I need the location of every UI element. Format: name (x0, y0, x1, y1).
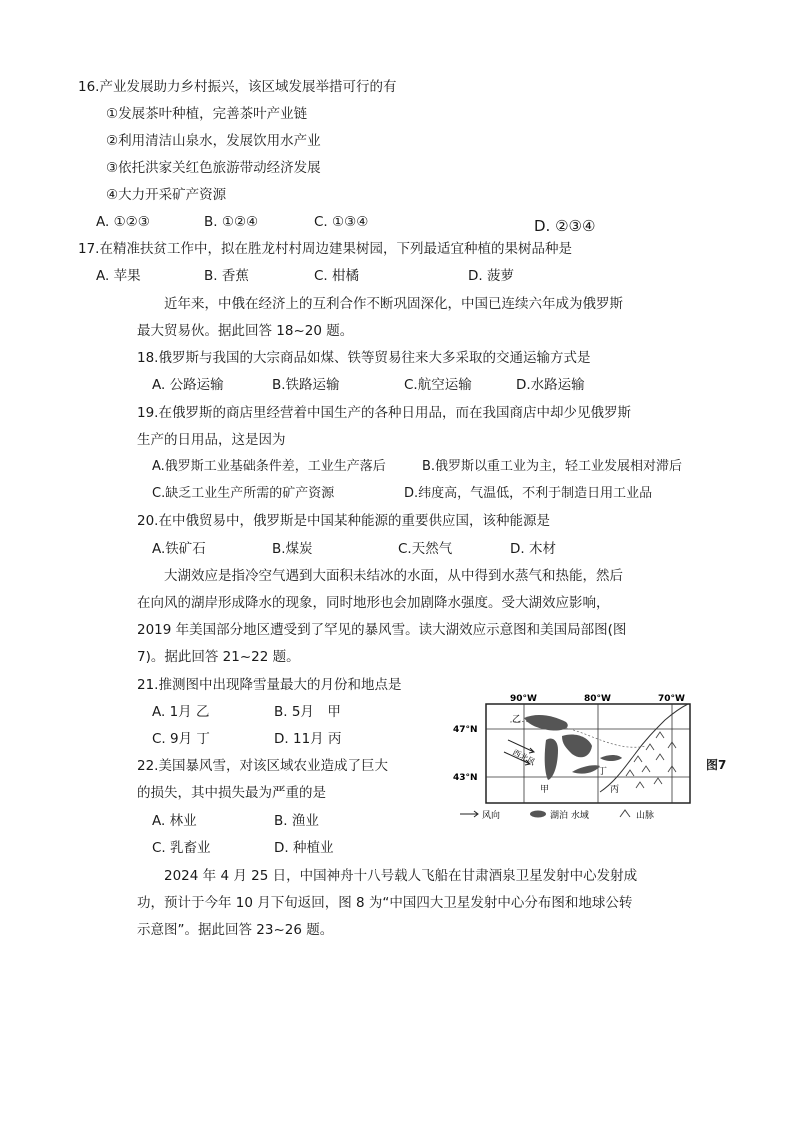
q22-option-d: D. 种植业 (274, 840, 334, 856)
legend-wind-icon (460, 811, 478, 817)
q18-stem: 18.俄罗斯与我国的大宗商品如煤、铁等贸易往来大多采取的交通运输方式是 (137, 350, 591, 366)
figure7-label: 图7 (706, 758, 727, 772)
q18-option-b: B.铁路运输 (272, 377, 340, 393)
q16-option-a: A. ①②③ (96, 214, 150, 230)
q17-option-b: B. 香蕉 (204, 268, 249, 284)
q22-stem-line1: 22.美国暴风雪，对该区域农业造成了巨大 (137, 758, 388, 774)
intro18-line2: 最大贸易伙。据此回答 18~20 题。 (137, 323, 354, 339)
lon-label-90w: 90°W (510, 694, 537, 704)
q21-option-b: B. 5月 甲 (274, 704, 341, 720)
place-ding: 丁 (598, 767, 608, 777)
q22-option-a: A. 林业 (152, 813, 197, 829)
q18-option-d: D.水路运输 (516, 377, 585, 393)
q16-item-3: ③依托洪家关红色旅游带动经济发展 (106, 160, 321, 176)
q22-option-c: C. 乳畜业 (152, 840, 211, 856)
intro21-line1: 大湖效应是指冷空气遇到大面积未结冰的水面，从中得到水蒸气和热能，然后 (164, 568, 623, 584)
q16-stem: 16.产业发展助力乡村振兴，该区域发展举措可行的有 (78, 79, 397, 95)
q21-option-d: D. 11月 丙 (274, 731, 342, 747)
figure7-map (450, 692, 700, 822)
q21-option-a: A. 1月 乙 (152, 704, 210, 720)
place-yi: 乙 (512, 715, 522, 725)
place-bing: 丙 (610, 785, 620, 795)
q16-item-2: ②利用清洁山泉水，发展饮用水产业 (106, 133, 321, 149)
place-jia: 甲 (540, 785, 550, 795)
intro23-line3: 示意图”。据此回答 23~26 题。 (137, 922, 334, 938)
q19-stem-line1: 19.在俄罗斯的商店里经营着中国生产的各种日用品，而在我国商店中却少见俄罗斯 (137, 405, 631, 421)
lon-label-70w: 70°W (658, 694, 685, 704)
lat-label-47n: 47°N (453, 725, 478, 735)
intro23-line2: 功，预计于今年 10 月下旬返回，图 8 为“中国四大卫星发射中心分布图和地球公转 (137, 895, 633, 911)
q22-stem-line2: 的损失，其中损失最为严重的是 (137, 785, 326, 801)
q18-option-a: A. 公路运输 (152, 377, 224, 393)
q17-option-a: A. 苹果 (96, 268, 141, 284)
q17-option-d: D. 菠萝 (468, 268, 514, 284)
q18-option-c: C.航空运输 (404, 377, 472, 393)
q21-option-c: C. 9月 丁 (152, 731, 210, 747)
q16-item-1: ①发展茶叶种植，完善茶叶产业链 (106, 106, 308, 122)
q20-option-d: D. 木材 (510, 541, 556, 557)
q21-stem: 21.推测图中出现降雪量最大的月份和地点是 (137, 677, 402, 693)
lon-label-80w: 80°W (584, 694, 611, 704)
q16-option-c: C. ①③④ (314, 214, 369, 230)
intro21-line3: 2019 年美国部分地区遭受到了罕见的暴风雪。读大湖效应示意图和美国局部图(图 (137, 622, 627, 638)
q20-option-a: A.铁矿石 (152, 541, 206, 557)
legend-mountain-label: 山脉 (636, 811, 655, 821)
legend-mountain-icon (620, 810, 630, 817)
legend-lake-label: 湖泊 水域 (550, 811, 589, 821)
q19-option-d: D.纬度高，气温低，不利于制造日用工业品 (404, 486, 653, 501)
q17-stem: 17.在精准扶贫工作中，拟在胜龙村村周边建果树园，下列最适宜种植的果树品种是 (78, 241, 572, 257)
q20-option-c: C.天然气 (398, 541, 453, 557)
lat-label-43n: 43°N (453, 773, 478, 783)
q19-option-a: A.俄罗斯工业基础条件差，工业生产落后 (152, 459, 386, 474)
q16-option-b: B. ①②④ (204, 214, 259, 230)
q20-stem: 20.在中俄贸易中，俄罗斯是中国某种能源的重要供应国，该种能源是 (137, 513, 550, 529)
legend-wind-label: 风向 (482, 811, 501, 821)
q19-option-c: C.缺乏工业生产所需的矿产资源 (152, 486, 335, 501)
intro23-line1: 2024 年 4 月 25 日，中国神舟十八号载人飞船在甘肃酒泉卫星发射中心发射成 (164, 868, 638, 884)
intro18-line1: 近年来，中俄在经济上的互利合作不断巩固深化，中国已连续六年成为俄罗斯 (164, 296, 623, 312)
wind-label: 西北风 (511, 747, 537, 768)
q19-stem-line2: 生产的日用品，这是因为 (137, 432, 286, 448)
q16-option-d: D. ②③④ (534, 217, 596, 235)
intro21-line2: 在向风的湖岸形成降水的现象，同时地形也会加剧降水强度。受大湖效应影响， (137, 595, 610, 611)
q16-item-4: ④大力开采矿产资源 (106, 187, 227, 203)
legend-lake-icon (530, 811, 546, 818)
q17-option-c: C. 柑橘 (314, 268, 360, 284)
q19-option-b: B.俄罗斯以重工业为主，轻工业发展相对滞后 (422, 459, 683, 474)
q20-option-b: B.煤炭 (272, 541, 313, 557)
intro21-line4: 7)。据此回答 21~22 题。 (137, 649, 300, 665)
q22-option-b: B. 渔业 (274, 813, 319, 829)
